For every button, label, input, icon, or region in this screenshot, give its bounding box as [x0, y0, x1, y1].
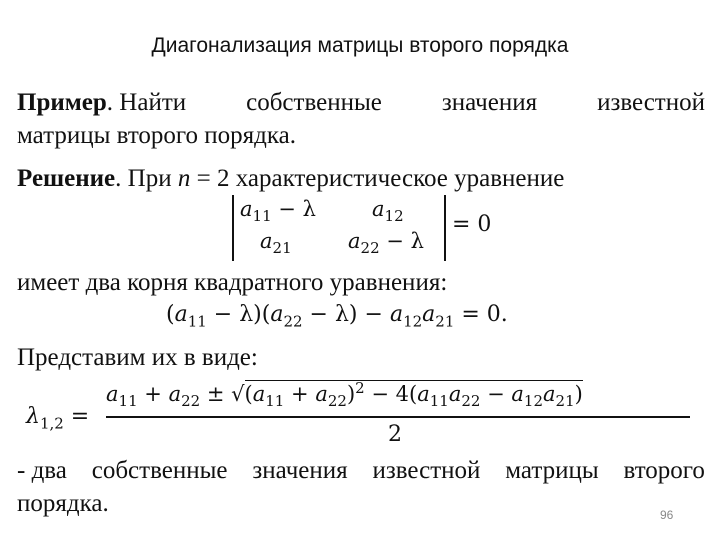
lambda-lhs: $\lambda_{1,2}$ = — [26, 404, 90, 433]
represent-text: Представим их в виде: — [17, 344, 258, 371]
conclusion-line-2: порядка. — [17, 490, 109, 517]
conclusion-word: матрицы — [505, 457, 599, 484]
fraction-bar — [106, 416, 690, 418]
example-word: . Найти — [106, 89, 187, 116]
conclusion-line-1 — [17, 456, 705, 486]
example-line-2: матрицы второго порядка. — [17, 122, 297, 149]
example-word: собственные — [246, 89, 382, 116]
slide-title: Диагонализация матрицы второго порядка — [151, 34, 569, 57]
solution-line: Решение. При n = 2 характеристическое уравнение — [17, 165, 565, 192]
n-variable: n — [177, 165, 191, 192]
det-a11: $a_{11} - \lambda$ — [240, 197, 316, 226]
det-a22: $a_{22} - \lambda$ — [348, 229, 424, 258]
conclusion-word: значения — [252, 457, 348, 484]
det-a12: $a_{12}$ — [372, 197, 404, 226]
det-a21: $a_{21}$ — [260, 229, 292, 258]
example-label: Пример — [17, 89, 107, 116]
formula-numerator: $a_{11} + a_{22} \pm √(a_{11} + a_{22})^2 - 4(a_{11}a_{22} - a_{12}a_{21})$ — [106, 379, 583, 411]
conclusion-word: - два — [17, 457, 67, 484]
example-word: значения — [441, 89, 538, 116]
example-line-1 — [17, 88, 705, 118]
formula-denominator: 2 — [388, 422, 402, 447]
page-number: 96 — [660, 508, 674, 522]
quadratic-equation: $(a_{11} - \lambda)(a_{22} - \lambda) - a_{12}a_{21} = 0$. — [166, 302, 508, 331]
characteristic-determinant — [232, 195, 446, 261]
roots-text: имеет два корня квадратного уравнения: — [17, 269, 448, 296]
conclusion-word: второго — [623, 457, 705, 484]
det-equals-zero: = 0 — [452, 212, 492, 237]
example-word: известной — [597, 89, 705, 116]
solution-label: Решение — [17, 165, 116, 192]
conclusion-word: известной — [372, 457, 481, 484]
conclusion-word: собственные — [91, 457, 228, 484]
